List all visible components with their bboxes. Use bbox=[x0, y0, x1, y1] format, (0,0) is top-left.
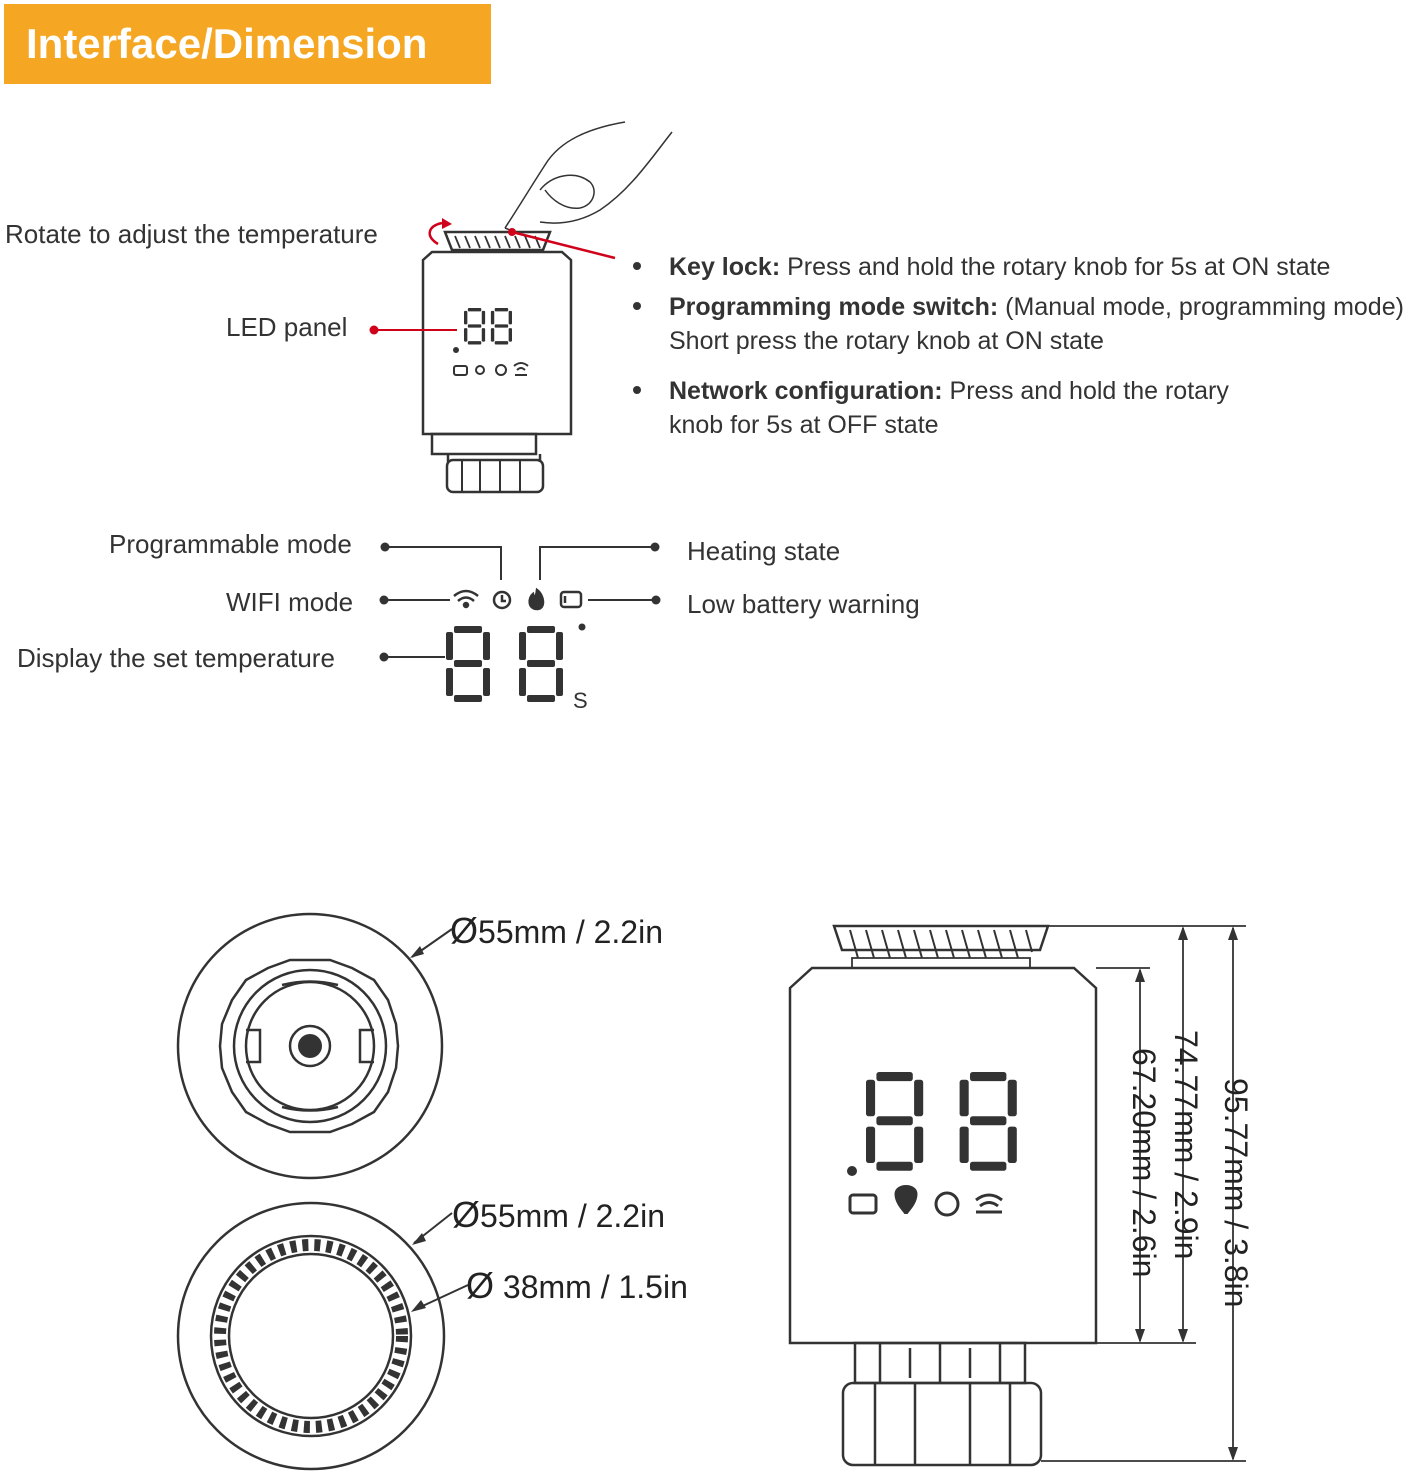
diameter-symbol: Ø bbox=[450, 910, 479, 951]
diameter-symbol: Ø bbox=[452, 1194, 481, 1235]
height-total-label: 95.77mm / 3.8in bbox=[1218, 1078, 1254, 1308]
height-body-label: 67.20mm / 2.6in bbox=[1126, 1048, 1162, 1278]
top-display-digits bbox=[464, 308, 512, 344]
bullet bbox=[633, 302, 641, 310]
display-icons bbox=[454, 590, 581, 609]
display-set-temperature-label: Display the set temperature bbox=[17, 643, 335, 673]
feature-text: (Manual mode, programming mode) bbox=[998, 293, 1404, 321]
feature-title: Key lock: bbox=[669, 253, 781, 281]
programmable-mode-label: Programmable mode bbox=[109, 529, 352, 559]
low-battery-warning-label: Low battery warning bbox=[687, 589, 920, 619]
side-display-digits bbox=[866, 1072, 1017, 1171]
height-with-knob-label: 74.77mm / 2.9in bbox=[1168, 1030, 1204, 1260]
back-view-drawing bbox=[178, 1203, 444, 1469]
feature-title: Programming mode switch: bbox=[669, 293, 999, 321]
back-outer-diameter-label: Ø55mm / 2.2in bbox=[452, 1194, 665, 1235]
feature-text-line2: Short press the rotary knob at ON state bbox=[669, 327, 1104, 355]
feature-text-line2: knob for 5s at OFF state bbox=[669, 411, 939, 439]
side-display-icons bbox=[850, 1187, 1002, 1216]
side-view-drawing bbox=[790, 926, 1096, 1465]
bullet bbox=[633, 262, 641, 270]
diameter-symbol: Ø bbox=[466, 1265, 495, 1306]
feature-title: Network configuration: bbox=[669, 377, 943, 405]
feature-text: Press and hold the rotary bbox=[942, 377, 1229, 405]
front-diameter-label: Ø55mm / 2.2in bbox=[450, 910, 663, 951]
led-panel-label: LED panel bbox=[226, 312, 348, 342]
feature-text: Press and hold the rotary knob for 5s at ON state bbox=[780, 253, 1331, 281]
rotate-label: Rotate to adjust the temperature bbox=[5, 219, 378, 249]
back-inner-diameter-label: Ø 38mm / 1.5in bbox=[466, 1265, 688, 1306]
heating-state-label: Heating state bbox=[687, 536, 841, 566]
page-title: Interface/Dimension bbox=[4, 4, 491, 84]
bullet bbox=[633, 386, 641, 394]
feature-key-lock bbox=[669, 250, 1330, 284]
top-display-icons bbox=[454, 363, 528, 375]
wifi-mode-label: WIFI mode bbox=[226, 587, 354, 617]
feature-network-config bbox=[669, 374, 1229, 442]
feature-programming-mode bbox=[669, 290, 1404, 358]
unit-suffix: S bbox=[573, 688, 588, 713]
display-digits bbox=[446, 626, 563, 702]
